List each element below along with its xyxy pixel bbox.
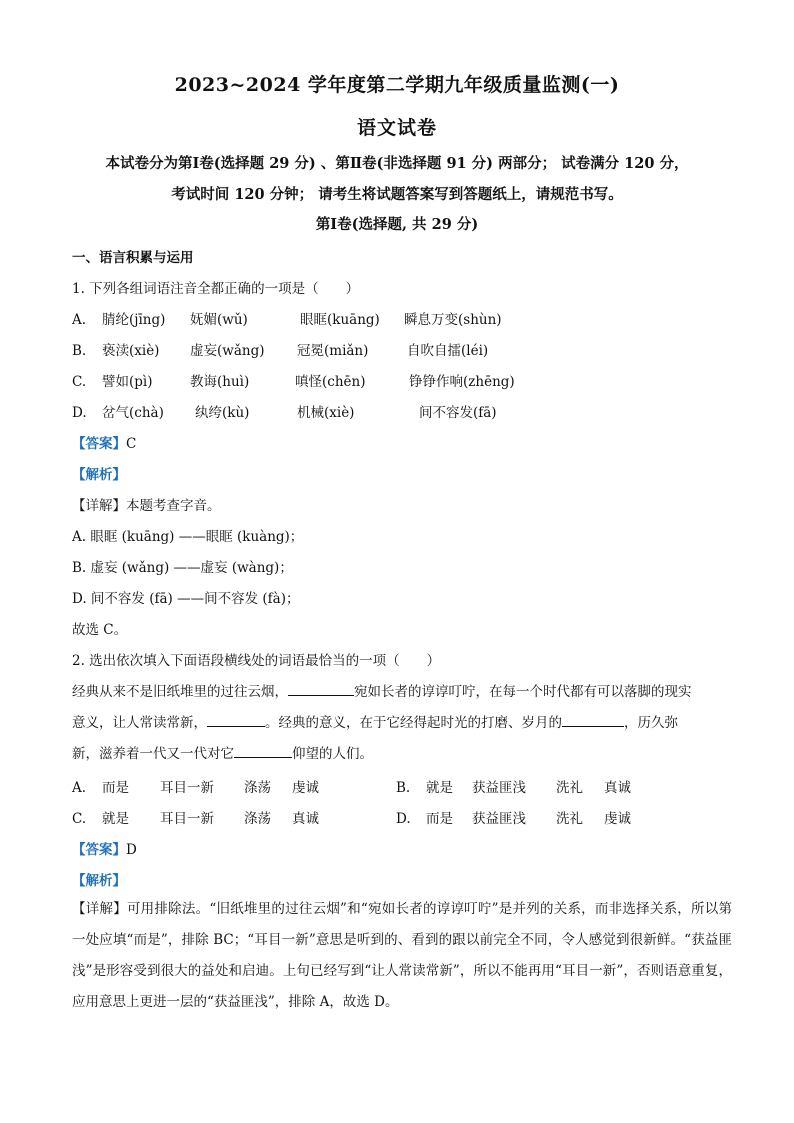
option-word: 虔诚 (292, 780, 319, 796)
q1-option-b (72, 339, 488, 359)
option-letter: D. (396, 811, 411, 827)
option-word: 腈纶(jīng) (102, 312, 166, 328)
q1-option-a (72, 308, 502, 328)
option-word: 自吹自擂(léi) (407, 343, 489, 359)
q1-detail-line: D. 间不容发 (fā) ——间不容发 (fà)； (72, 591, 300, 607)
option-word: 虚妄(wǎng) (190, 343, 265, 359)
q2-options-row-2 (72, 807, 631, 827)
option-word: 涤荡 (244, 811, 271, 827)
part-title: 第Ⅰ卷(选择题, 共 29 分) (315, 216, 479, 233)
passage-text: 。经典的意义，在于它经得起时光的打磨、岁月的 (265, 715, 562, 731)
q2-passage-line-3 (72, 742, 373, 762)
option-word: 瞬息万变(shùn) (404, 312, 502, 328)
detail-tag: 【详解】 (72, 498, 126, 514)
option-word: 譬如(pì) (102, 374, 153, 390)
q1-detail-line: A. 眼眶 (kuāng) ——眼眶 (kuàng)； (72, 529, 304, 545)
q2-passage-line-1 (72, 680, 692, 700)
q1-analysis-tag: 【解析】 (72, 467, 126, 483)
option-word: 就是 (102, 811, 129, 827)
option-word: 妩媚(wǔ) (190, 312, 248, 328)
q2-detail (72, 894, 732, 1018)
option-word: 获益匪浅 (472, 780, 526, 796)
detail-tag: 【详解】 (72, 901, 127, 917)
option-word: 嗔怪(chēn) (295, 374, 366, 390)
answer-value: D (126, 842, 137, 858)
q1-stem: 1. 下列各组词语注音全都正确的一项是（ ） (72, 281, 360, 297)
option-word: 教诲(huì) (190, 374, 250, 390)
option-word: 就是 (426, 780, 453, 796)
intro-line-2: 考试时间 120 分钟； 请考生将试题答案写到答题纸上，请规范书写。 (171, 186, 623, 203)
option-word: 冠冕(miǎn) (297, 343, 369, 359)
q1-detail-line: 故选 C。 (72, 622, 128, 638)
exam-intro (60, 148, 734, 210)
option-word: 虔诚 (604, 811, 631, 827)
fill-blank (207, 712, 265, 727)
option-word: 眼眶(kuāng) (300, 312, 380, 328)
option-letter: C. (72, 374, 87, 390)
passage-text: 意义，让人常读常新， (72, 715, 207, 731)
option-letter: A. (72, 780, 87, 796)
q2-stem: 2. 选出依次填入下面语段横线处的词语最恰当的一项（ ） (72, 653, 441, 669)
option-word: 获益匪浅 (472, 811, 526, 827)
passage-text: ，历久弥 (624, 715, 678, 731)
fill-blank (288, 681, 354, 696)
q1-option-d (72, 401, 497, 421)
option-word: 涤荡 (244, 780, 271, 796)
option-word: 洗礼 (556, 811, 583, 827)
option-word: 亵渎(xiè) (102, 343, 160, 359)
option-word: 耳目一新 (160, 780, 214, 796)
section-heading: 一、语言积累与运用 (72, 250, 194, 266)
option-word: 机械(xiè) (297, 405, 355, 421)
q2-analysis-tag: 【解析】 (72, 873, 126, 889)
passage-text: 仰望的人们。 (292, 746, 373, 762)
detail-text: 本题考查字音。 (126, 498, 221, 514)
option-letter: A. (72, 312, 87, 328)
detail-text: 可用排除法。“旧纸堆里的过往云烟”和“宛如长者的谆谆叮咛”是并列的关系，而非选择关系，所以第一处应填“而是”，排除 BC；“耳目一新”意思是听到的、看到的跟以前完全不同，令人感觉到很新鲜。“获益匪浅”是形容受到很大的益处和启迪。上句已经写到“让人常读常新”，所以不能再用“耳目一新”，否则语意重复，应用意思上更进一层的“获益匪浅”，排除 A，故选 D。 (72, 901, 733, 1010)
option-word: 真诚 (292, 811, 319, 827)
q1-detail-line: B. 虚妄 (wǎng) ——虚妄 (wàng)； (72, 560, 293, 576)
answer-tag: 【答案】 (72, 842, 126, 858)
option-letter: B. (396, 780, 411, 796)
q1-answer (72, 432, 136, 452)
option-word: 岔气(chà) (102, 405, 164, 421)
option-word: 而是 (426, 811, 453, 827)
q1-detail (72, 494, 221, 514)
intro-line-1: 本试卷分为第Ⅰ卷(选择题 29 分) 、第Ⅱ卷(非选择题 91 分) 两部分； 试卷满分 120 分， (105, 155, 689, 172)
option-word: 真诚 (604, 780, 631, 796)
option-word: 铮铮作响(zhēng) (409, 374, 515, 390)
option-word: 耳目一新 (160, 811, 214, 827)
option-word: 洗礼 (556, 780, 583, 796)
q2-passage-line-2 (72, 711, 678, 731)
passage-text: 宛如长者的谆谆叮咛，在每一个时代都有可以落脚的现实 (354, 684, 692, 700)
answer-tag: 【答案】 (72, 436, 126, 452)
answer-value: C (126, 436, 137, 452)
option-letter: B. (72, 343, 87, 359)
option-letter: D. (72, 405, 87, 421)
option-word: 间不容发(fā) (419, 405, 497, 421)
fill-blank (562, 712, 624, 727)
q2-answer (72, 838, 137, 858)
q2-options-row-1 (72, 776, 631, 796)
q1-option-c (72, 370, 515, 390)
exam-title: 2023~2024 学年度第二学期九年级质量监测(一) (174, 74, 620, 96)
option-word: 纨绔(kù) (195, 405, 250, 421)
passage-text: 经典从来不是旧纸堆里的过往云烟， (72, 684, 288, 700)
exam-subtitle: 语文试卷 (356, 117, 437, 139)
fill-blank (234, 743, 292, 758)
option-word: 而是 (102, 780, 129, 796)
passage-text: 新，滋养着一代又一代对它 (72, 746, 234, 762)
option-letter: C. (72, 811, 87, 827)
